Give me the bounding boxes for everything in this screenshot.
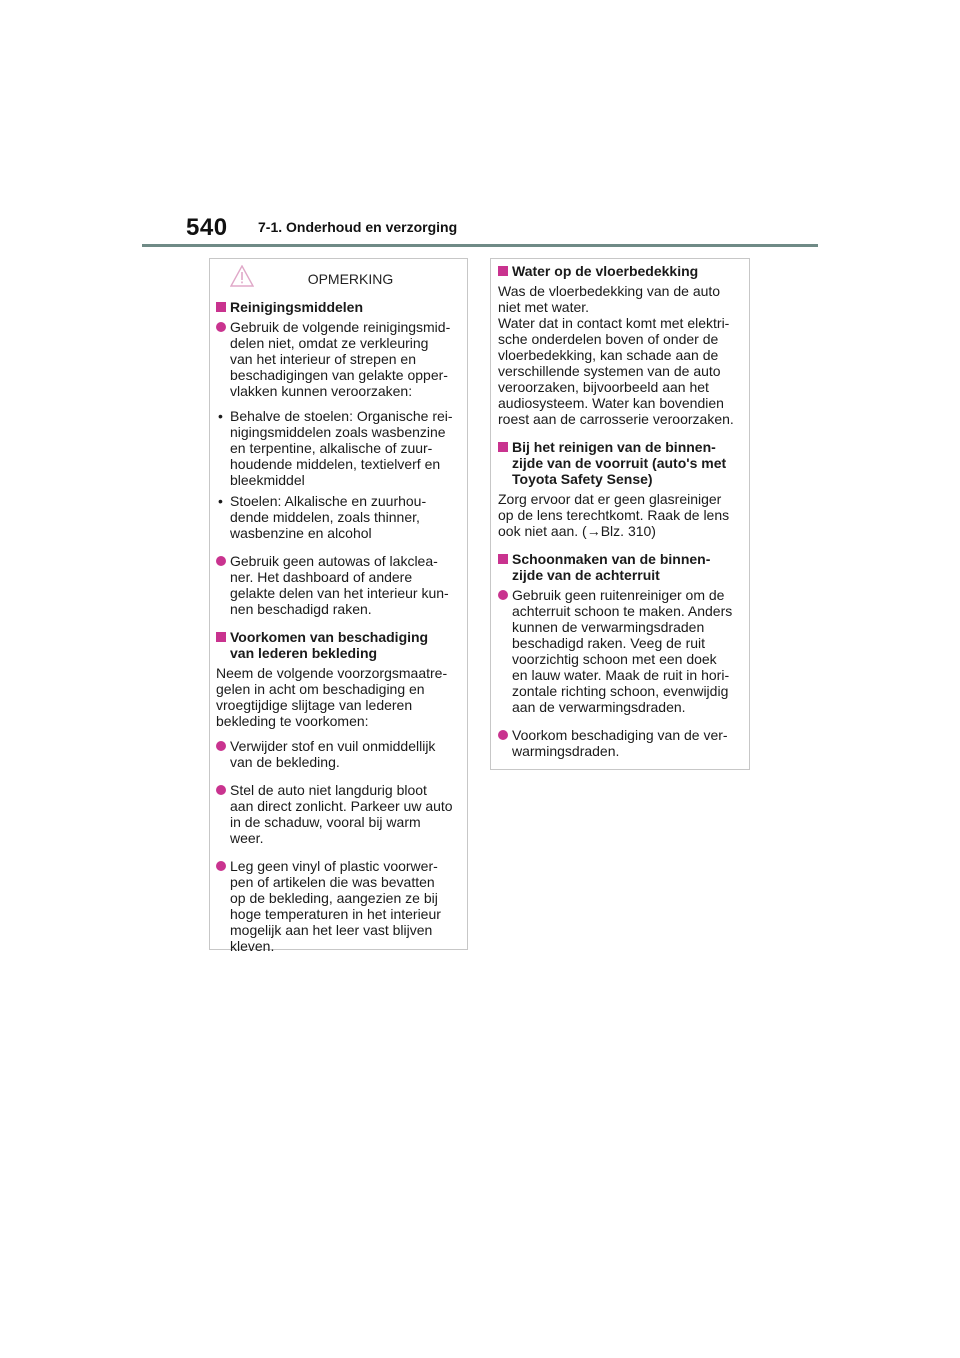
bullet-item: Stel de auto niet langdurig bloot aan direct zonlicht. Parkeer uw auto in de schaduw, vooral bij warm weer.	[216, 782, 461, 846]
bullet-item: Verwijder stof en vuil onmiddellijk van de bekleding.	[216, 738, 461, 770]
bullet-item: Leg geen vinyl of plastic voorwer- pen of artikelen die was bevatten op de bekleding, aangezien ze bij hoge temperaturen in het interieur mogelijk aan het leer vast blijven kleven.	[216, 858, 461, 954]
heading-voorruit: Bij het reinigen van de binnen- zijde van de voorruit (auto's met Toyota Safety Sense)	[498, 439, 743, 487]
bullet-item: Gebruik geen autowas of lakclea- ner. Het dashboard of andere gelakte delen van het interieur kun- nen beschadigd raken.	[216, 553, 461, 617]
page-number: 540	[186, 214, 228, 241]
dot-marker-icon: •	[218, 408, 223, 424]
circle-bullet-icon	[216, 741, 226, 751]
heading-water-vloerbedekking: Water op de vloerbedekking	[498, 263, 743, 279]
dot-marker-icon: •	[218, 493, 223, 509]
paragraph: Neem de volgende voorzorgsmaatre- gelen in acht om beschadiging en vroegtijdige slijtage van lederen bekleding te voorkomen:	[216, 665, 448, 729]
square-bullet-icon	[498, 266, 508, 276]
notice-label: OPMERKING	[307, 271, 394, 287]
notice-header	[216, 265, 461, 299]
square-bullet-icon	[498, 554, 508, 564]
paragraph: Was de vloerbedekking van de auto niet met water. Water dat in contact komt met elektri- sche onderdelen boven of onder de vloerbedekking, kan schade aan de verschillende systemen van de auto veroorzaken, bijvoorbeeld aan het audiosysteem. Water kan bovendien roest aan de carrosserie veroorzaken.	[498, 283, 734, 427]
circle-bullet-icon	[216, 322, 226, 332]
warning-icon	[230, 265, 254, 287]
heading-reinigingsmiddelen: Reinigingsmiddelen	[216, 299, 461, 315]
circle-bullet-icon	[498, 730, 508, 740]
circle-bullet-icon	[498, 590, 508, 600]
section-title: 7-1. Onderhoud en verzorging	[258, 219, 458, 235]
heading-lederen-bekleding: Voorkomen van beschadiging van lederen bekleding	[216, 629, 461, 661]
sub-item: • Stoelen: Alkalische en zuurhou- dende middelen, zoals thinner, wasbenzine en alcohol	[218, 493, 427, 541]
sub-item: • Behalve de stoelen: Organische rei- nigingsmiddelen zoals wasbenzine en terpentine, alkalische of zuur- houdende middelen, textielverf en bleekmiddel	[218, 408, 453, 488]
square-bullet-icon	[216, 632, 226, 642]
square-bullet-icon	[216, 302, 226, 312]
square-bullet-icon	[498, 442, 508, 452]
bullet-item: Gebruik de volgende reinigingsmid- delen niet, omdat ze verkleuring van het interieur of strepen en beschadigingen van gelakte opper- vlakken kunnen veroorzaken:	[216, 319, 461, 399]
header-rule	[142, 244, 818, 247]
circle-bullet-icon	[216, 785, 226, 795]
notice-box	[209, 258, 468, 954]
bullet-item: Gebruik geen ruitenreiniger om de achterruit schoon te maken. Anders kunnen de verwarmingsdraden beschadigd raken. Veeg de ruit voorzichtig schoon met een doek en lauw water. Maak de ruit in hori- zontale richting schoon, evenwijdig aan de verwarmingsdraden.	[498, 587, 743, 715]
circle-bullet-icon	[216, 861, 226, 871]
paragraph: Zorg ervoor dat er geen glasreiniger op de lens terechtkomt. Raak de lens ook niet aan. (→Blz. 310)	[498, 491, 730, 539]
bullet-item: Voorkom beschadiging van de ver- warmingsdraden.	[498, 727, 743, 759]
circle-bullet-icon	[216, 556, 226, 566]
heading-achterruit: Schoonmaken van de binnen- zijde van de achterruit	[498, 551, 743, 583]
info-box	[490, 258, 750, 770]
